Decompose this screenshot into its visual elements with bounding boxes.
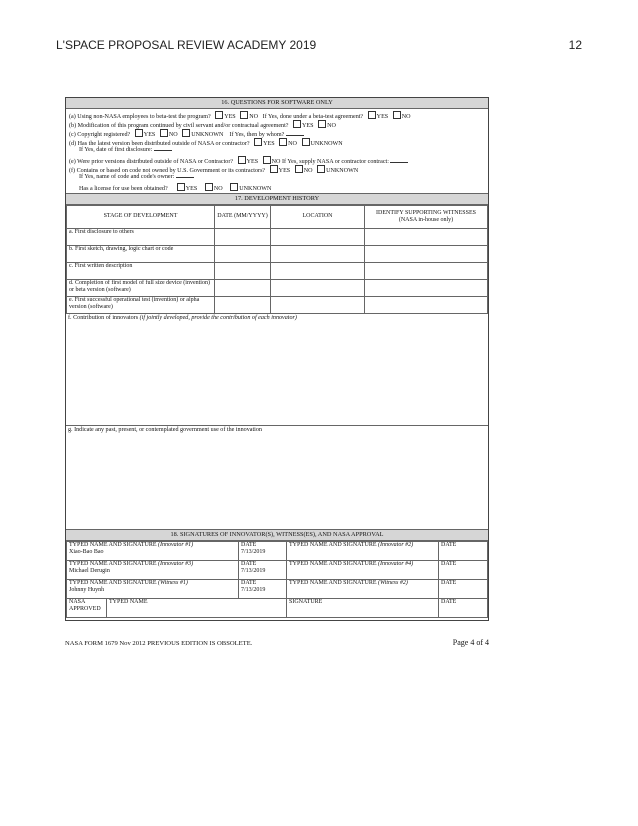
section16-title: 16. QUESTIONS FOR SOFTWARE ONLY	[66, 98, 488, 109]
typed-name-cell[interactable]: TYPED NAME	[107, 599, 287, 618]
question-license: Has a license for use been obtained? YES NO UNKNOWN	[69, 183, 485, 192]
witness-cell[interactable]	[365, 280, 488, 297]
table-row: e. First successful operational test (invention) or alpha version (software)	[67, 297, 488, 314]
footer-page: Page 4 of 4	[452, 638, 489, 647]
location-cell[interactable]	[271, 246, 365, 263]
approval-date-cell[interactable]: DATE	[439, 599, 488, 618]
witness2-date-cell[interactable]: DATE	[439, 580, 488, 599]
innovator1-date-cell[interactable]: DATE 7/13/2019	[239, 542, 287, 561]
table-row: c. First written description	[67, 263, 488, 280]
location-cell[interactable]	[271, 280, 365, 297]
checkbox-d-no[interactable]	[279, 138, 287, 146]
witness-cell[interactable]	[365, 263, 488, 280]
signatures-table	[66, 541, 488, 618]
innovator3-name: Michael Derugin	[69, 568, 110, 575]
checkbox-a2-yes[interactable]	[368, 111, 376, 119]
date-cell[interactable]	[215, 263, 271, 280]
question-b: (b) Modification of this program continued by civil servant and/or contractual agreement? YES NO	[69, 120, 485, 129]
checkbox-a-no[interactable]	[240, 111, 248, 119]
table-row	[67, 599, 488, 618]
witness-cell[interactable]	[365, 229, 488, 246]
software-questions	[66, 109, 488, 194]
witness1-cell[interactable]: TYPED NAME AND SIGNATURE (Witness #1) Johnny Huynh	[67, 580, 239, 599]
col-location: LOCATION	[271, 206, 365, 229]
question-a: (a) Using non-NASA employees to beta-test the program? YES NO If Yes, done under a beta-test agreement? YES NO	[69, 111, 485, 120]
question-f-sub: If Yes, name of code and code's owner:	[69, 174, 485, 183]
witness1-date-cell[interactable]: DATE 7/13/2019	[239, 580, 287, 599]
table-row: b. First sketch, drawing, logic chart or code	[67, 246, 488, 263]
col-witnesses: IDENTIFY SUPPORTING WITNESSES (NASA in-house only)	[365, 206, 488, 229]
witness2-cell[interactable]: TYPED NAME AND SIGNATURE (Witness #2)	[287, 580, 439, 599]
innovator1-cell[interactable]: TYPED NAME AND SIGNATURE (Innovator #1) Xiao-Bao Bao	[67, 542, 239, 561]
location-cell[interactable]	[271, 297, 365, 314]
innovator3-cell[interactable]: TYPED NAME AND SIGNATURE (Innovator #3) Michael Derugin	[67, 561, 239, 580]
table-row	[67, 561, 488, 580]
approval-signature-cell[interactable]: SIGNATURE	[287, 599, 439, 618]
table-row: d. Completion of first model of full size device (invention) or beta version (software)	[67, 280, 488, 297]
checkbox-b-yes[interactable]	[293, 120, 301, 128]
checkbox-c-yes[interactable]	[135, 129, 143, 137]
witness1-name: Johnny Huynh	[69, 587, 105, 594]
checkbox-e-no[interactable]	[263, 156, 271, 164]
witness-cell[interactable]	[365, 246, 488, 263]
innovator4-cell[interactable]: TYPED NAME AND SIGNATURE (Innovator #4)	[287, 561, 439, 580]
checkbox-a-yes[interactable]	[215, 111, 223, 119]
checkbox-b-no[interactable]	[318, 120, 326, 128]
table-row: a. First disclosure to others	[67, 229, 488, 246]
table-header-row	[67, 206, 488, 229]
col-stage: STAGE OF DEVELOPMENT	[67, 206, 215, 229]
question-e: (e) Were prior versions distributed outside of NASA or Contractor? YES NO If Yes, supply NASA or contractor contract:	[69, 156, 485, 165]
location-cell[interactable]	[271, 263, 365, 280]
innovator2-cell[interactable]: TYPED NAME AND SIGNATURE (Innovator #2)	[287, 542, 439, 561]
contribution-field[interactable]	[66, 314, 488, 426]
question-c: (c) Copyright registered? YES NO UNKNOWN If Yes, then by whom?	[69, 129, 485, 138]
date-cell[interactable]	[215, 280, 271, 297]
government-use-label: g. Indicate any past, present, or contemplated government use of the innovation	[68, 427, 262, 433]
checkbox-d-yes[interactable]	[254, 138, 262, 146]
contribution-note: (if jointly developed, provide the contribution of each innovator)	[139, 315, 297, 321]
col-date: DATE (MM/YYYY)	[215, 206, 271, 229]
checkbox-license-no[interactable]	[205, 183, 213, 191]
nasa-approved-label: NASA APPROVED	[67, 599, 107, 618]
innovator1-name: Xiao-Bao Bao	[69, 549, 104, 556]
innovator2-date-cell[interactable]: DATE	[439, 542, 488, 561]
government-use-field[interactable]	[66, 426, 488, 530]
checkbox-f-no[interactable]	[295, 165, 303, 173]
question-f: (f) Contains or based on code not owned by U.S. Government or its contractors? YES NO UNKNOWN	[69, 165, 485, 174]
checkbox-e-yes[interactable]	[238, 156, 246, 164]
section17-title: 17. DEVELOPMENT HISTORY	[66, 194, 488, 205]
checkbox-license-yes[interactable]	[177, 183, 185, 191]
question-d: (d) Has the latest version been distributed outside of NASA or contractor? YES NO UNKNOWN	[69, 138, 485, 147]
form-id: NASA FORM 1679 Nov 2012 PREVIOUS EDITION IS OBSOLETE.	[65, 640, 253, 647]
table-row	[67, 542, 488, 561]
checkbox-c-unknown[interactable]	[182, 129, 190, 137]
date-cell[interactable]	[215, 246, 271, 263]
nasa-form	[65, 97, 489, 621]
page-footer	[65, 640, 489, 647]
innovator3-date-cell[interactable]: DATE 7/13/2019	[239, 561, 287, 580]
date-cell[interactable]	[215, 229, 271, 246]
development-history-table	[66, 205, 488, 314]
checkbox-f-unknown[interactable]	[317, 165, 325, 173]
checkbox-f-yes[interactable]	[270, 165, 278, 173]
checkbox-a2-no[interactable]	[393, 111, 401, 119]
question-d-sub: If Yes, date of first disclosure:	[69, 147, 485, 156]
date-cell[interactable]	[215, 297, 271, 314]
page-header	[56, 38, 582, 52]
checkbox-c-no[interactable]	[160, 129, 168, 137]
checkbox-license-unknown[interactable]	[230, 183, 238, 191]
innovator4-date-cell[interactable]: DATE	[439, 561, 488, 580]
location-cell[interactable]	[271, 229, 365, 246]
witness-cell[interactable]	[365, 297, 488, 314]
checkbox-d-unknown[interactable]	[302, 138, 310, 146]
header-title: L'SPACE PROPOSAL REVIEW ACADEMY 2019	[56, 38, 317, 52]
contribution-label: f. Contribution of innovators	[68, 315, 139, 321]
table-row	[67, 580, 488, 599]
section18-title: 18. SIGNATURES OF INNOVATOR(S), WITNESS(ES), AND NASA APPROVAL	[66, 530, 488, 541]
header-page-number: 12	[568, 38, 582, 52]
